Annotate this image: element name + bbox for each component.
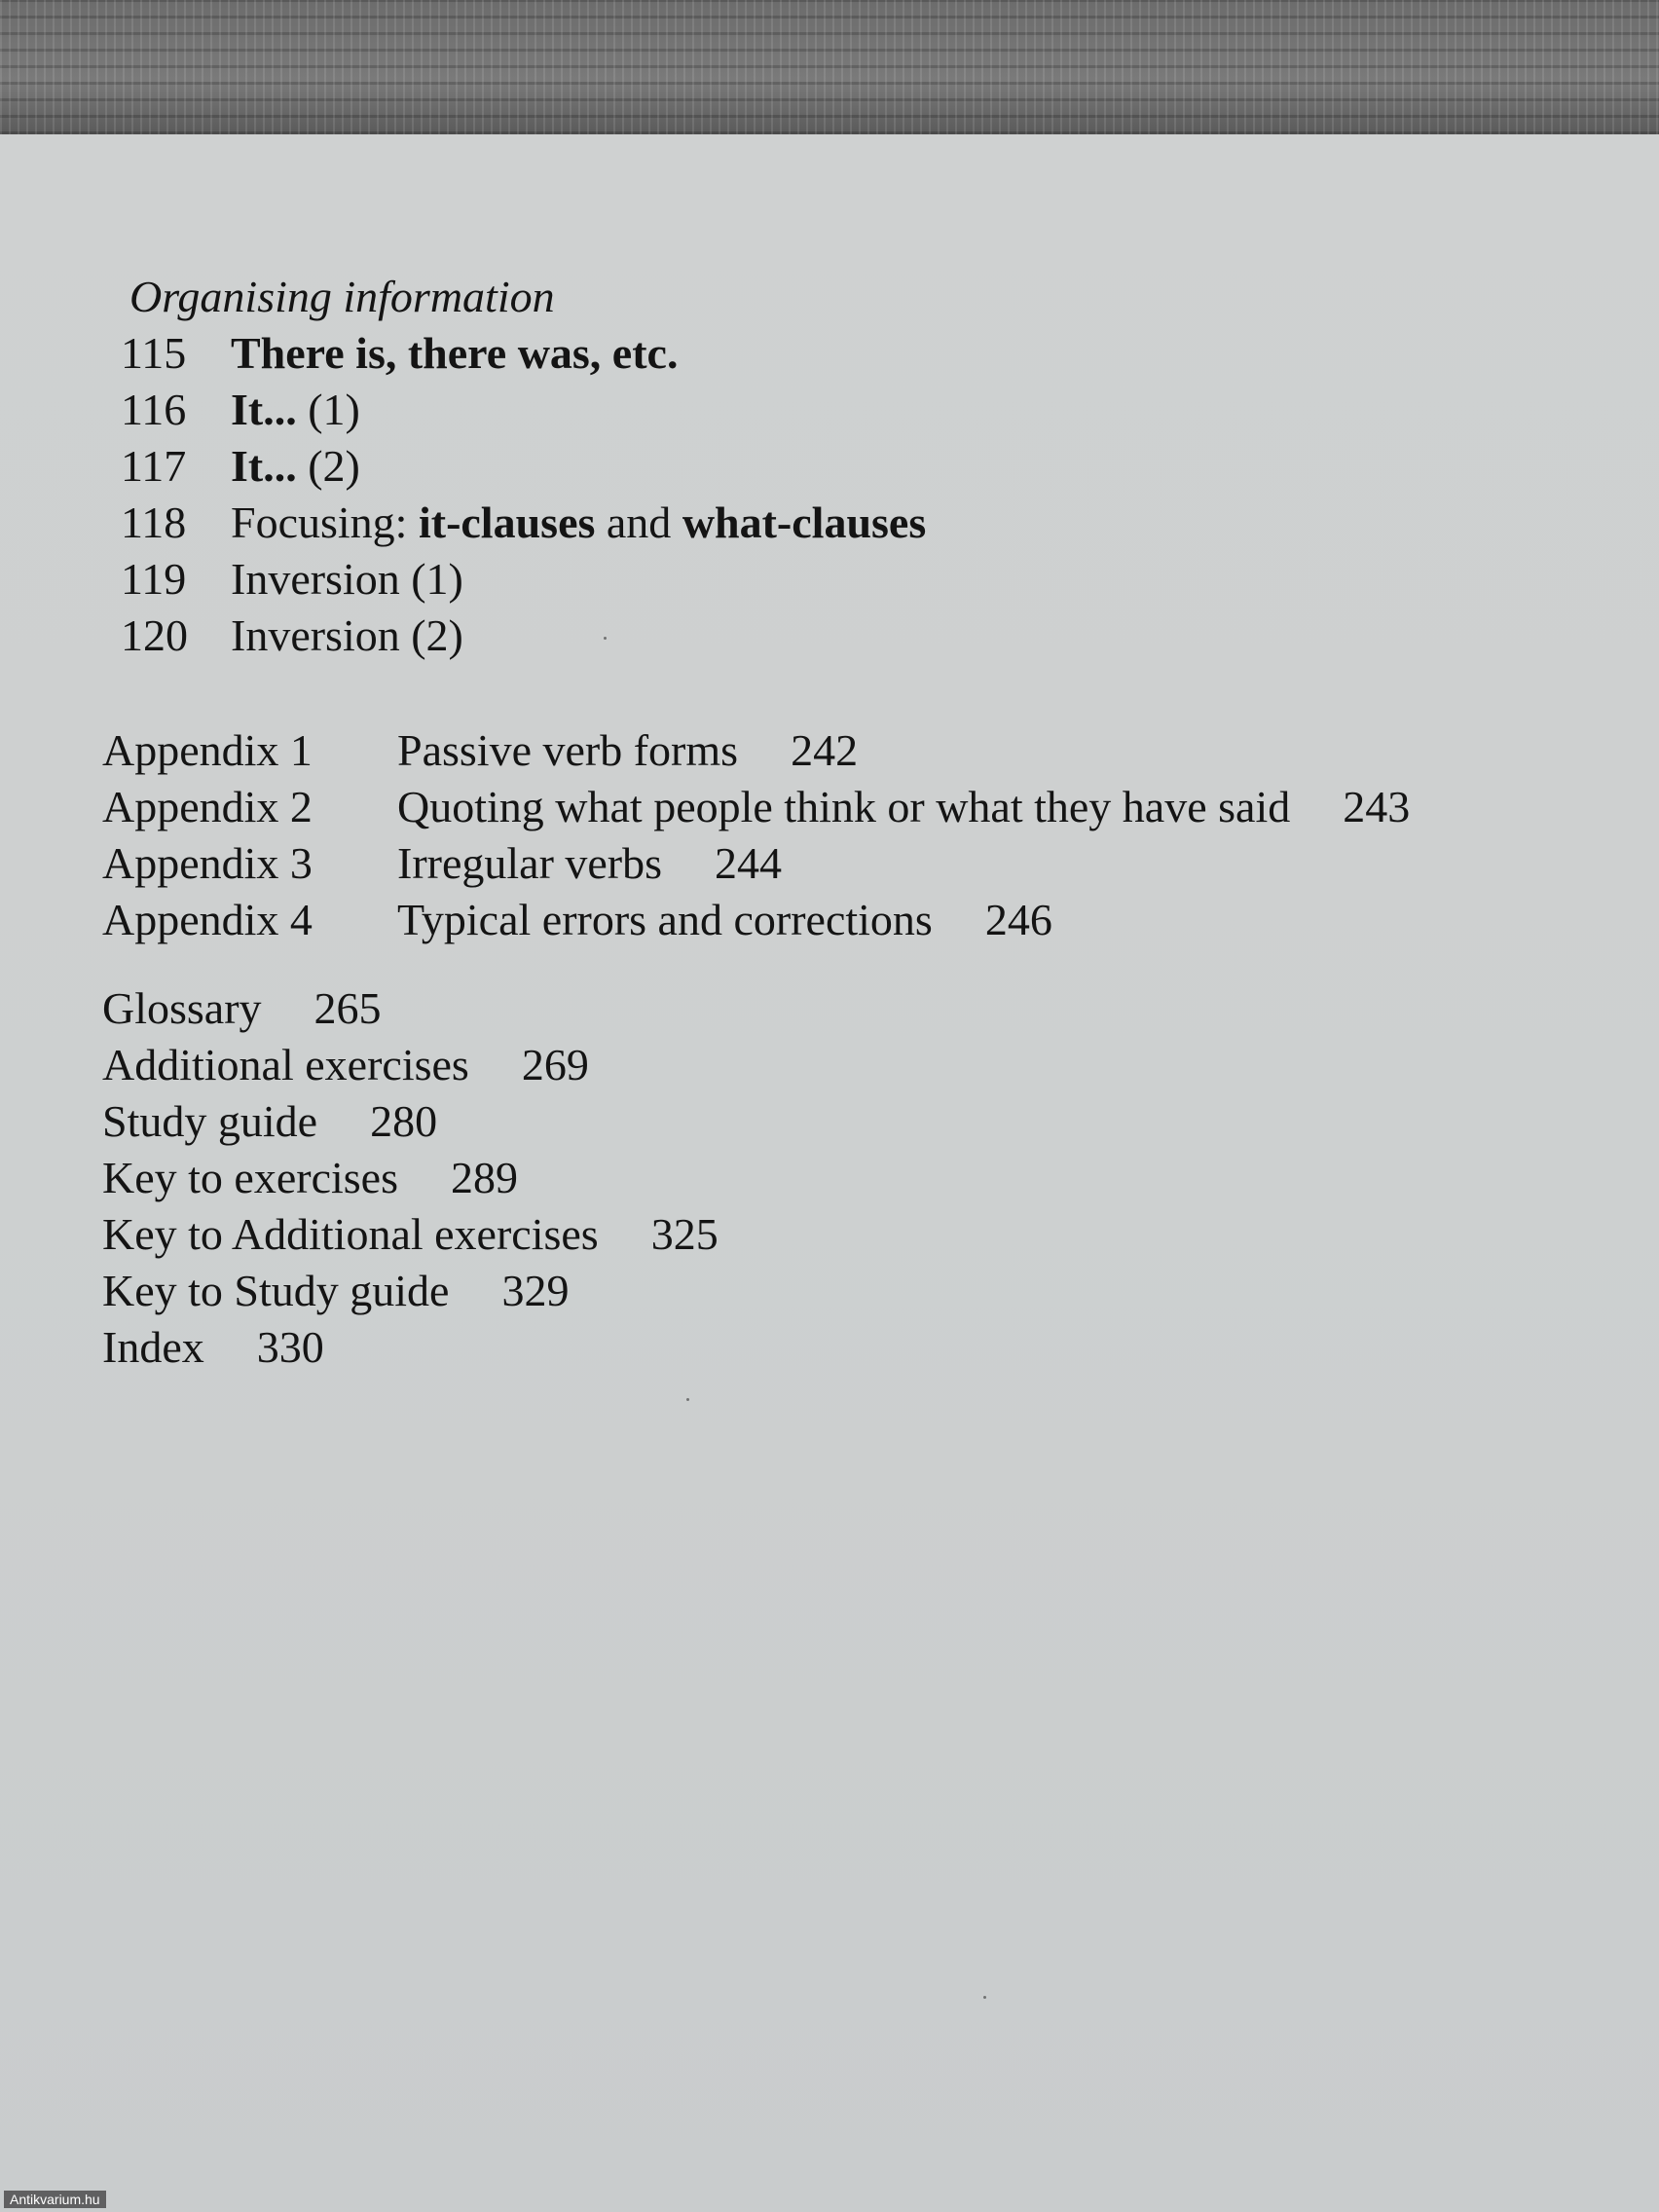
- back-matter-title: Key to exercises: [102, 1153, 398, 1202]
- unit-number: 116: [121, 385, 187, 434]
- unit-entry: [121, 325, 926, 382]
- appendix-page-number: 244: [715, 838, 783, 888]
- back-matter-page-number: 330: [256, 1322, 324, 1372]
- appendix-title: Typical errors and corrections: [397, 895, 933, 944]
- back-matter-entry: [102, 1263, 719, 1319]
- unit-number: 115: [121, 328, 187, 378]
- watermark-label: Antikvarium.hu: [4, 2191, 106, 2208]
- unit-title: [231, 495, 926, 551]
- unit-list: [121, 325, 926, 664]
- section-heading: Organising information: [129, 272, 555, 321]
- unit-title-part: Inversion (1): [231, 554, 463, 604]
- unit-entry: [121, 438, 926, 495]
- appendix-label: Appendix 1: [102, 725, 313, 775]
- unit-title-part: There is, there was, etc.: [231, 328, 679, 378]
- paper-speck: [983, 1996, 986, 1999]
- unit-title-part: it-clauses: [418, 498, 596, 547]
- back-matter-title: Study guide: [102, 1096, 318, 1146]
- back-matter-page-number: 269: [521, 1040, 589, 1089]
- appendix-entry: [102, 779, 1410, 835]
- unit-title-part: It...: [231, 385, 297, 434]
- unit-title: [231, 551, 463, 608]
- appendix-page-number: 242: [791, 725, 859, 775]
- back-matter-page-number: 325: [650, 1209, 719, 1259]
- unit-entry: [121, 551, 926, 608]
- unit-title: [231, 325, 678, 382]
- back-matter-title: Key to Study guide: [102, 1266, 450, 1315]
- unit-title-part: (2): [296, 441, 360, 491]
- back-matter-entry: [102, 1093, 719, 1150]
- unit-number: 120: [121, 610, 188, 660]
- back-matter-page-number: 280: [370, 1096, 438, 1146]
- appendix-entry: [102, 892, 1410, 948]
- appendix-list: [102, 722, 1410, 948]
- back-matter-page-number: 265: [313, 983, 382, 1033]
- appendix-page-number: 246: [984, 895, 1052, 944]
- unit-title: [231, 438, 360, 495]
- back-matter-entry: [102, 1150, 719, 1206]
- back-matter-page-number: 289: [451, 1153, 518, 1202]
- back-matter-entry: [102, 1319, 719, 1376]
- back-matter-title: Glossary: [102, 983, 262, 1033]
- unit-title-part: Focusing:: [231, 498, 419, 547]
- unit-entry: [121, 382, 926, 438]
- background-surface: [0, 0, 1659, 134]
- appendix-page-number: 243: [1343, 782, 1411, 831]
- back-matter-entry: [102, 980, 719, 1037]
- appendix-entry: [102, 835, 1410, 892]
- appendix-label: Appendix 2: [102, 782, 313, 831]
- paper-speck: [686, 1398, 689, 1401]
- unit-title-part: and: [595, 498, 682, 547]
- unit-number: 119: [121, 554, 187, 604]
- unit-number: 118: [121, 498, 187, 547]
- unit-title: [231, 382, 360, 438]
- unit-title: [231, 608, 463, 664]
- unit-title-part: It...: [231, 441, 297, 491]
- back-matter-title: Additional exercises: [102, 1040, 469, 1089]
- back-matter-title: Key to Additional exercises: [102, 1209, 599, 1259]
- back-matter-page-number: 329: [501, 1266, 570, 1315]
- appendix-title: Passive verb forms: [397, 725, 739, 775]
- back-matter-entry: [102, 1037, 719, 1093]
- unit-title-part: what-clauses: [682, 498, 927, 547]
- unit-number: 117: [121, 441, 187, 491]
- appendix-title: Quoting what people think or what they have said: [397, 782, 1291, 831]
- appendix-label: Appendix 3: [102, 838, 313, 888]
- unit-entry: [121, 495, 926, 551]
- back-matter-entry: [102, 1206, 719, 1263]
- appendix-label: Appendix 4: [102, 895, 313, 944]
- back-matter-title: Index: [102, 1322, 204, 1372]
- back-matter-list: [102, 980, 719, 1376]
- appendix-entry: [102, 722, 1410, 779]
- unit-title-part: (1): [296, 385, 360, 434]
- appendix-title: Irregular verbs: [397, 838, 663, 888]
- unit-title-part: Inversion (2): [231, 610, 463, 660]
- unit-entry: [121, 608, 926, 664]
